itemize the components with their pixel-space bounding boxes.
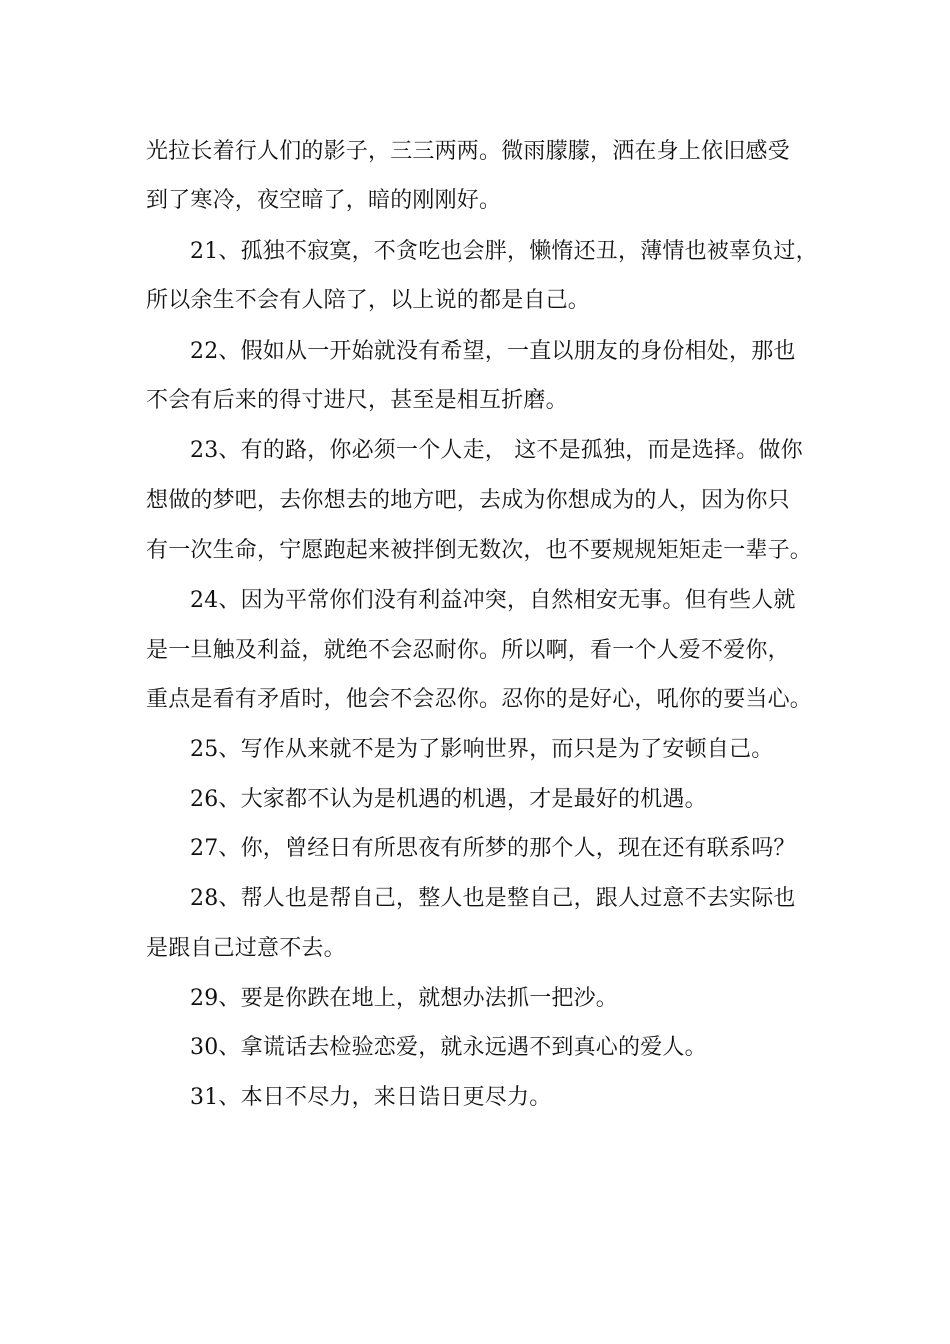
- paragraph-25-line-1: 25、写作从来就不是为了影响世界，而只是为了安顿自己。: [190, 737, 774, 762]
- paragraph-21-line-2: 所以余生不会有人陪了，以上说的都是自己。: [146, 288, 591, 313]
- paragraph-23-line-1: 23、有的路，你必须一个人走， 这不是孤独，而是选择。做你: [190, 438, 803, 463]
- paragraph-24-line-1: 24、因为平常你们没有利益冲突，自然相安无事。但有些人就: [190, 588, 796, 613]
- paragraph-23-line-3: 有一次生命，宁愿跑起来被拌倒无数次，也不要规规矩矩走一辈子。: [146, 538, 813, 563]
- paragraph-23-line-2: 想做的梦吧，去你想去的地方吧，去成为你想成为的人，因为你只: [146, 488, 790, 513]
- paragraph-24-line-2: 是一旦触及利益，就绝不会忍耐你。所以啊，看一个人爱不爱你，: [146, 638, 790, 663]
- paragraph-26-line-1: 26、大家都不认为是机遇的机遇，才是最好的机遇。: [190, 787, 707, 812]
- paragraph-31-line-1: 31、本日不尽力，来日诰日更尽力。: [190, 1085, 552, 1110]
- paragraph-28-line-2: 是跟自己过意不去。: [146, 936, 346, 961]
- paragraph-22-line-1: 22、假如从一开始就没有希望，一直以朋友的身份相处，那也: [190, 339, 796, 364]
- paragraph-continued-line-2: 到了寒冷，夜空暗了，暗的刚刚好。: [146, 188, 502, 213]
- paragraph-22-line-2: 不会有后来的得寸进尺，甚至是相互折磨。: [146, 388, 568, 413]
- paragraph-27-line-1: 27、你，曾经日有所思夜有所梦的那个人，现在还有联系吗？: [190, 836, 796, 861]
- paragraph-30-line-1: 30、拿谎话去检验恋爱，就永远遇不到真心的爱人。: [190, 1035, 707, 1060]
- paragraph-29-line-1: 29、要是你跌在地上，就想办法抓一把沙。: [190, 986, 618, 1011]
- paragraph-21-line-1: 21、孤独不寂寞，不贪吃也会胖，懒惰还丑，薄情也被辜负过，: [190, 239, 818, 264]
- paragraph-continued-line-1: 光拉长着行人们的影子，三三两两。微雨朦朦，洒在身上依旧感受: [146, 139, 790, 164]
- paragraph-28-line-1: 28、帮人也是帮自己，整人也是整自己，跟人过意不去实际也: [190, 886, 796, 911]
- paragraph-24-line-3: 重点是看有矛盾时，他会不会忍你。忍你的是好心，吼你的要当心。: [146, 687, 813, 712]
